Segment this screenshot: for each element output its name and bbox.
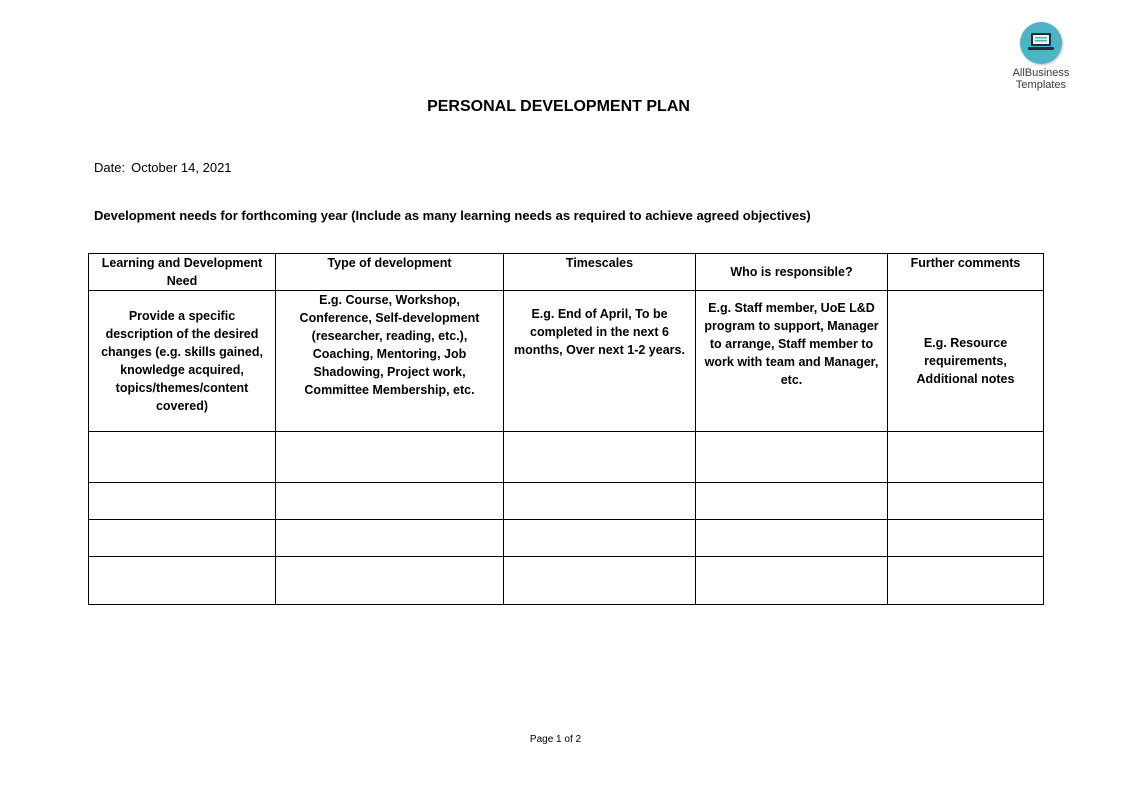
table-row (89, 432, 1044, 483)
development-plan-table (88, 253, 1044, 605)
allbusiness-logo (1005, 22, 1077, 91)
table-cell[interactable] (276, 520, 504, 557)
header-further-comments: Further comments (888, 254, 1044, 291)
date-label: Date: (94, 160, 126, 175)
logo-line2: Templates (1015, 79, 1067, 91)
table-cell[interactable] (504, 432, 696, 483)
table-cell[interactable] (276, 432, 504, 483)
header-type-of-development: Type of development (276, 254, 504, 291)
table-row (89, 520, 1044, 557)
date-line (94, 160, 232, 175)
table-cell[interactable] (888, 483, 1044, 520)
header-timescales: Timescales (504, 254, 696, 291)
table-cell[interactable] (696, 483, 888, 520)
page-number: Page 1 of 2 (529, 734, 582, 745)
table-header-row (89, 254, 1044, 291)
page-title: PERSONAL DEVELOPMENT PLAN (427, 98, 690, 115)
table-row (89, 557, 1044, 605)
table-cell[interactable] (276, 557, 504, 605)
table-cell[interactable] (89, 557, 276, 605)
table-cell[interactable] (89, 432, 276, 483)
table-cell[interactable] (504, 557, 696, 605)
logo-text (1005, 67, 1077, 91)
date-value: October 14, 2021 (131, 160, 232, 175)
example-timescales: E.g. End of April, To be completed in the next 6 months, Over next 1-2 years. (504, 291, 696, 432)
example-who-is-responsible: E.g. Staff member, UoE L&D program to support, Manager to arrange, Staff member to work with team and Manager, etc. (696, 291, 888, 432)
table-cell[interactable] (89, 520, 276, 557)
logo-line1: AllBusiness (1012, 67, 1070, 79)
table-cell[interactable] (504, 520, 696, 557)
table-cell[interactable] (89, 483, 276, 520)
table-cell[interactable] (504, 483, 696, 520)
header-who-is-responsible: Who is responsible? (696, 254, 888, 291)
example-learning-need: Provide a specific description of the desired changes (e.g. skills gained, knowledge acquired, topics/themes/content covered) (89, 291, 276, 432)
table-cell[interactable] (696, 520, 888, 557)
table-cell[interactable] (888, 557, 1044, 605)
development-needs-heading: Development needs for forthcoming year (Include as many learning needs as required to achieve agreed objectives) (94, 208, 811, 223)
table-row (89, 483, 1044, 520)
table-cell[interactable] (696, 557, 888, 605)
table-cell[interactable] (888, 432, 1044, 483)
header-learning-need: Learning and Development Need (89, 254, 276, 291)
laptop-icon (1028, 32, 1054, 52)
table-cell[interactable] (888, 520, 1044, 557)
table-cell[interactable] (276, 483, 504, 520)
table-row-example (89, 291, 1044, 432)
logo-badge (1020, 22, 1062, 64)
example-type-of-development: E.g. Course, Workshop, Conference, Self-development (researcher, reading, etc.), Coaching, Mentoring, Job Shadowing, Project work, Committee Membership, etc. (276, 291, 504, 432)
example-further-comments: E.g. Resource requirements, Additional notes (888, 291, 1044, 432)
table-cell[interactable] (696, 432, 888, 483)
